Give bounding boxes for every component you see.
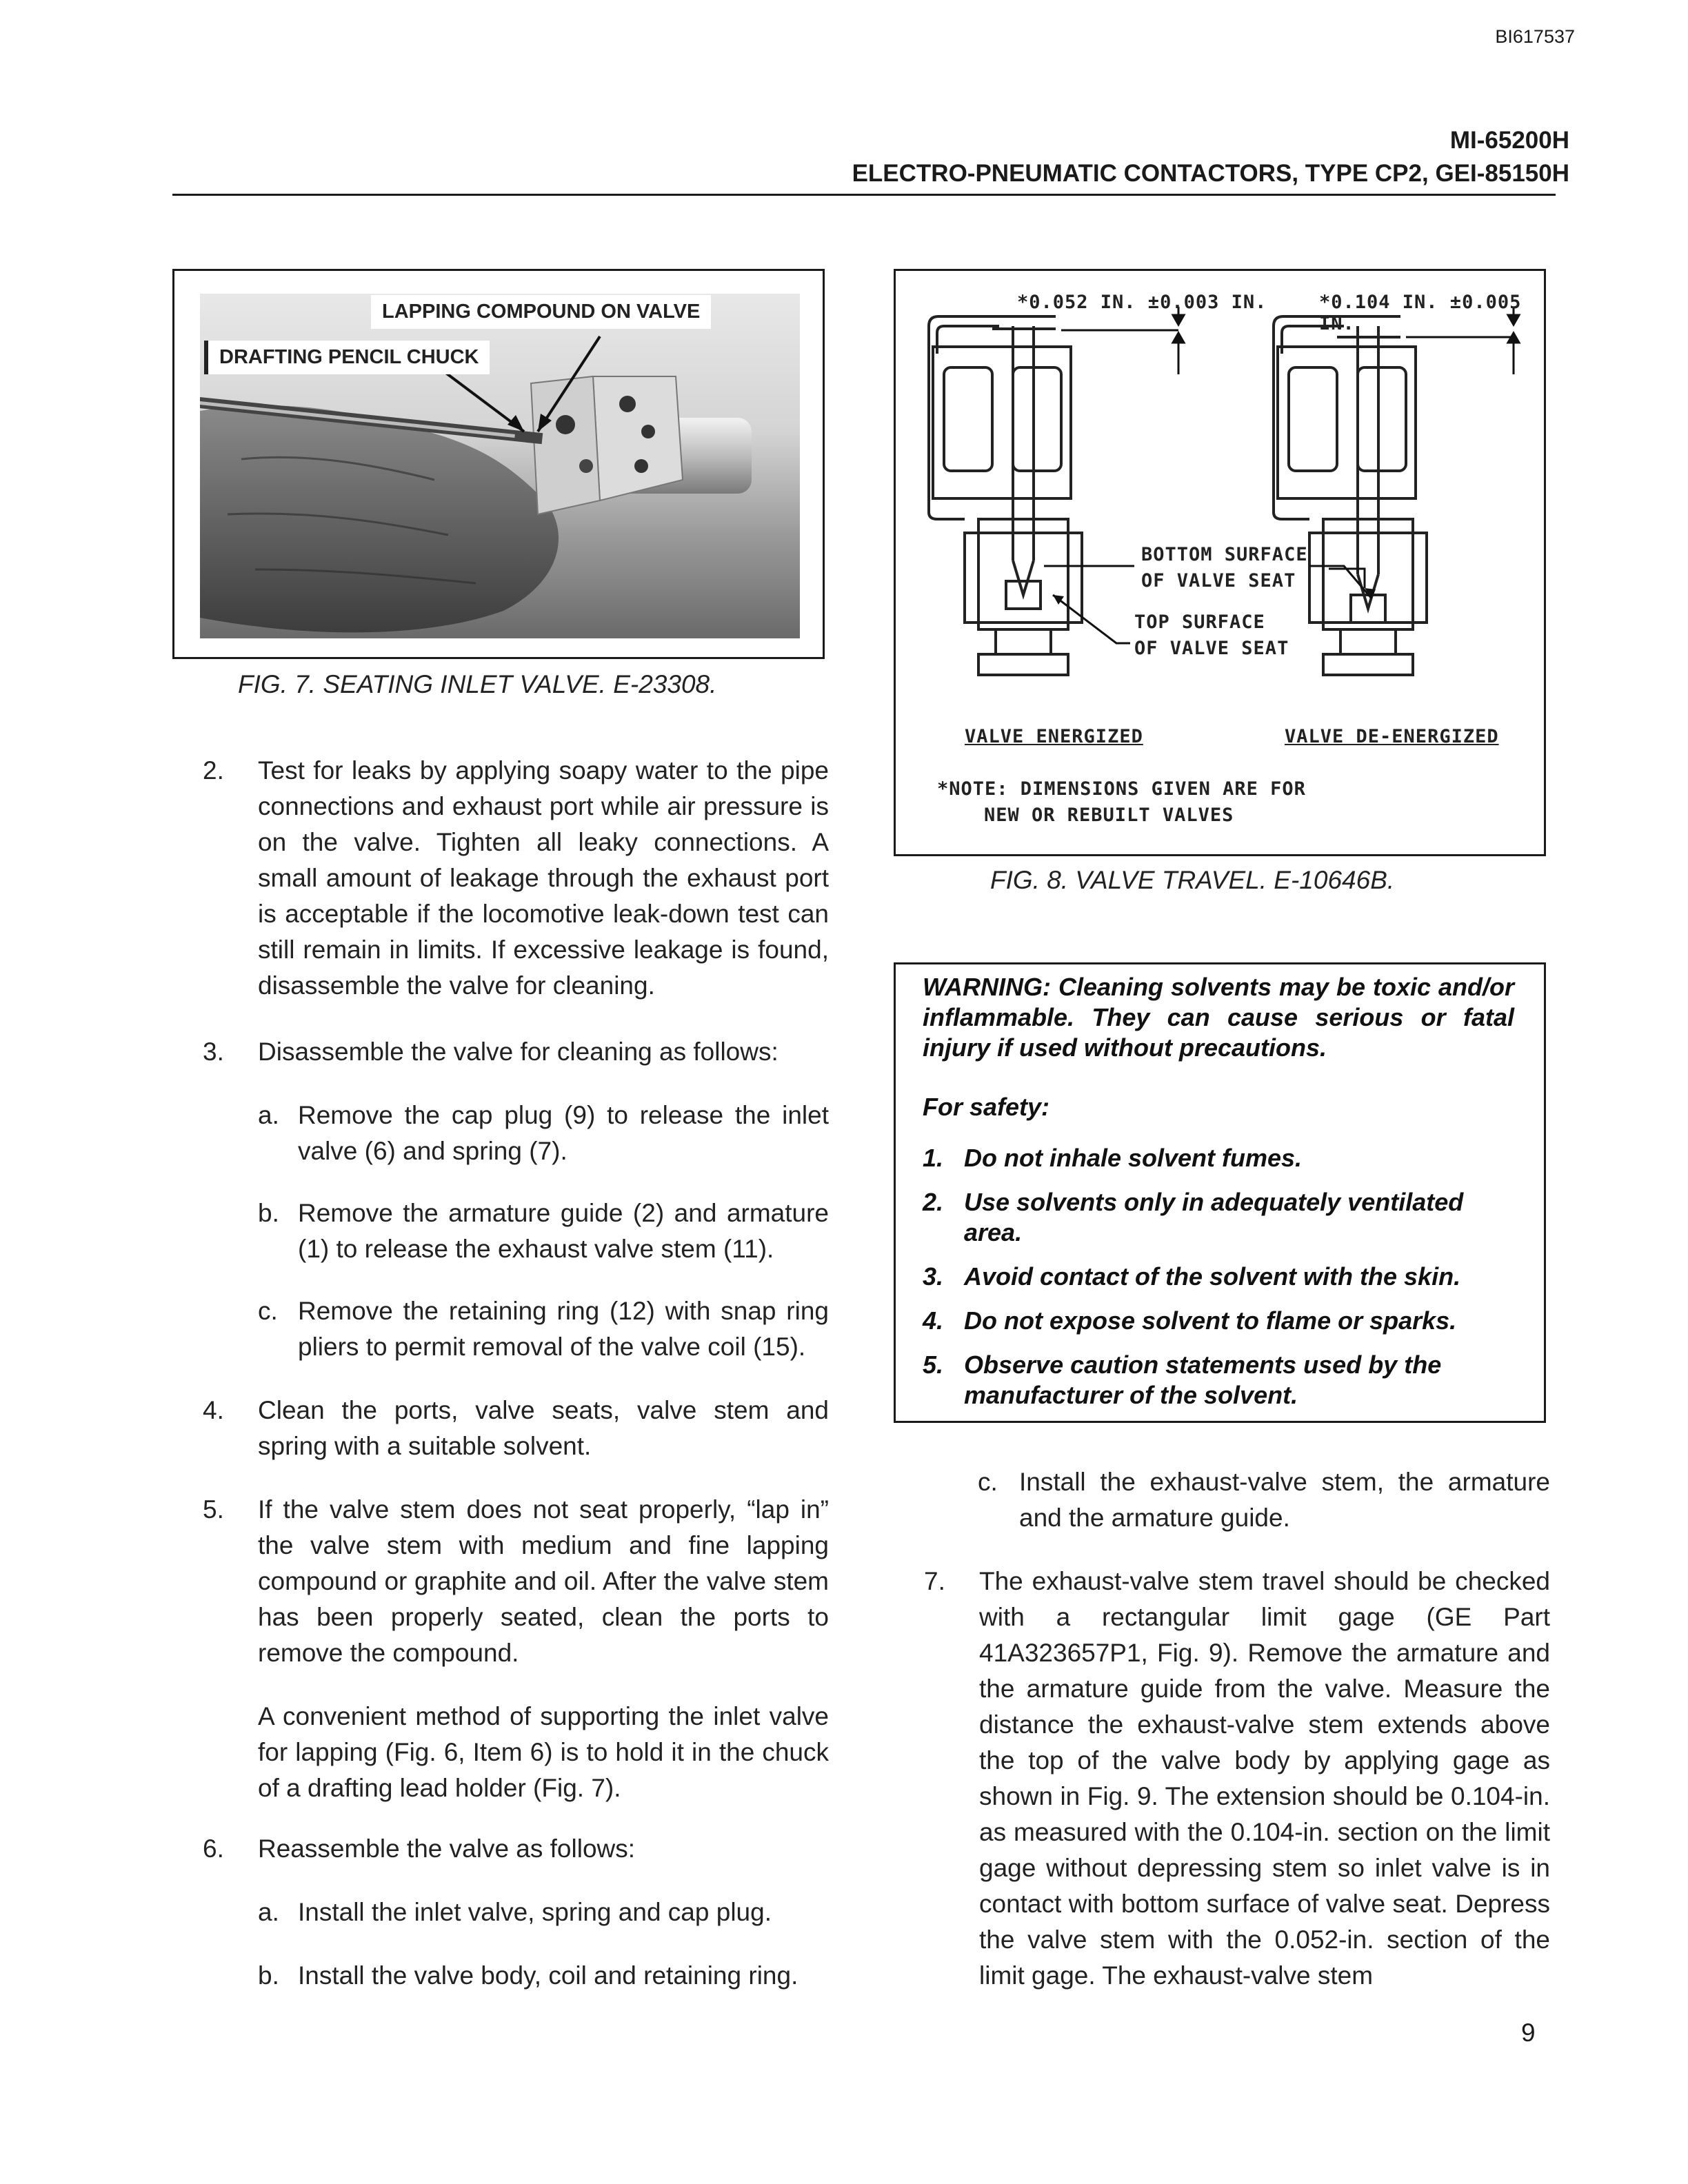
figure-7-photo — [200, 294, 800, 638]
safety-item-3-number: 3. — [923, 1262, 944, 1291]
step-3b-text: Remove the armature guide (2) and armature (1) to release the exhaust valve stem (11). — [298, 1199, 829, 1263]
step-5-note: A convenient method of supporting the inlet valve for lapping (Fig. 6, Item 6) is to hold it in the chuck of a drafting lead holder (Fig. 7). — [258, 1702, 829, 1802]
dimension-right-label: *0.104 IN. ±0.005 IN. — [1319, 292, 1522, 334]
safety-item-1-number: 1. — [923, 1144, 944, 1172]
safety-item-5-number: 5. — [923, 1351, 944, 1379]
safety-item-4-text: Do not expose solvent to flame or sparks. — [964, 1306, 1457, 1335]
step-2-text: Test for leaks by applying soapy water to the pipe connections and exhaust port while air pressure is on the valve. Tighten all leaky connections. A small amount of leakage through the exhaust port is acceptable if the locomotive leak-down test can still remain in limits. If excessive leakage is found, disassemble the valve for cleaning. — [258, 756, 829, 1000]
for-safety-heading: For safety: — [923, 1093, 1050, 1121]
safety-item-2-number: 2. — [923, 1188, 944, 1216]
lapping-compound-label: LAPPING COMPOUND ON VALVE — [371, 295, 711, 329]
step-6b-letter: b. — [258, 1961, 279, 1990]
top-surface-label-2: OF VALVE SEAT — [1134, 638, 1289, 659]
manual-title: ELECTRO-PNEUMATIC CONTACTORS, TYPE CP2, GEI-85150H — [852, 160, 1569, 187]
step-6-text: Reassemble the valve as follows: — [258, 1834, 636, 1863]
step-6c-letter: c. — [978, 1468, 998, 1496]
step-5-number: 5. — [203, 1495, 224, 1524]
note-line-1: *NOTE: DIMENSIONS GIVEN ARE FOR — [937, 778, 1306, 800]
bottom-surface-label-2: OF VALVE SEAT — [1141, 570, 1296, 592]
top-surface-label-1: TOP SURFACE — [1134, 611, 1265, 633]
step-6b-text: Install the valve body, coil and retaining ring. — [298, 1961, 798, 1990]
safety-item-2-text: Use solvents only in adequately ventilated area. — [964, 1188, 1464, 1246]
step-7-text: The exhaust-valve stem travel should be checked with a rectangular limit gage (GE Part 41A323657P1, Fig. 9). Remove the armature and the armature guide from the valve. Measure the distance the exhaust-valve stem extends above the top of the valve body by applying gage as shown in Fig. 9. The extension should be 0.104-in. as measured with the 0.104-in. section on the limit gage without depressing stem so inlet valve is in contact with bottom surface of valve seat. Depress the valve stem with the 0.052-in. section of the limit gage. The exhaust-valve stem — [979, 1567, 1550, 1990]
safety-item-4-number: 4. — [923, 1306, 944, 1335]
valve-energized-label: VALVE ENERGIZED — [965, 726, 1143, 747]
figure-7-caption: FIG. 7. SEATING INLET VALVE. E-23308. — [238, 670, 717, 698]
step-3b-letter: b. — [258, 1199, 279, 1227]
step-3c-text: Remove the retaining ring (12) with snap ring pliers to permit removal of the valve coil (15). — [298, 1297, 829, 1361]
step-6c-text: Install the exhaust-valve stem, the armature and the armature guide. — [1019, 1468, 1550, 1532]
safety-item-3-text: Avoid contact of the solvent with the skin. — [964, 1262, 1461, 1291]
figure-8-frame — [894, 269, 1546, 856]
step-6a-text: Install the inlet valve, spring and cap plug. — [298, 1898, 772, 1926]
bottom-surface-label-1: BOTTOM SURFACE — [1141, 544, 1308, 565]
step-3-text: Disassemble the valve for cleaning as follows: — [258, 1038, 778, 1066]
page-number: 9 — [1521, 2019, 1536, 2047]
warning-text: WARNING: Cleaning solvents may be toxic and/or inflammable. They can cause serious or fatal injury if used without precautions. — [923, 973, 1514, 1062]
valve-deenergized-label: VALVE DE-ENERGIZED — [1285, 726, 1499, 747]
step-3c-letter: c. — [258, 1297, 278, 1325]
step-4-text: Clean the ports, valve seats, valve stem and spring with a suitable solvent. — [258, 1396, 829, 1460]
safety-item-5-text: Observe caution statements used by the manufacturer of the solvent. — [964, 1351, 1442, 1409]
safety-item-1-text: Do not inhale solvent fumes. — [964, 1144, 1303, 1172]
figure-8-caption: FIG. 8. VALVE TRAVEL. E-10646B. — [990, 866, 1395, 894]
step-5-text: If the valve stem does not seat properly, “lap in” the valve stem with medium and fine lapping compound or graphite and oil. After the valve stem has been properly seated, clean the ports to remove the compound. — [258, 1495, 829, 1667]
page-header — [852, 124, 1569, 190]
step-7-number: 7. — [924, 1567, 945, 1595]
drafting-pencil-chuck-label: DRAFTING PENCIL CHUCK — [204, 341, 490, 374]
step-3-number: 3. — [203, 1038, 224, 1066]
note-line-2: NEW OR REBUILT VALVES — [984, 805, 1234, 826]
step-3a-letter: a. — [258, 1101, 279, 1129]
step-6a-letter: a. — [258, 1898, 279, 1926]
step-4-number: 4. — [203, 1396, 224, 1424]
step-2-number: 2. — [203, 756, 224, 785]
document-id: BI617537 — [1495, 26, 1575, 47]
step-6-number: 6. — [203, 1834, 224, 1863]
step-3a-text: Remove the cap plug (9) to release the inlet valve (6) and spring (7). — [298, 1101, 829, 1165]
manual-number: MI-65200H — [1449, 127, 1569, 154]
dimension-left-label: *0.052 IN. ±0.003 IN. — [1017, 292, 1267, 313]
header-rule — [172, 194, 1556, 196]
